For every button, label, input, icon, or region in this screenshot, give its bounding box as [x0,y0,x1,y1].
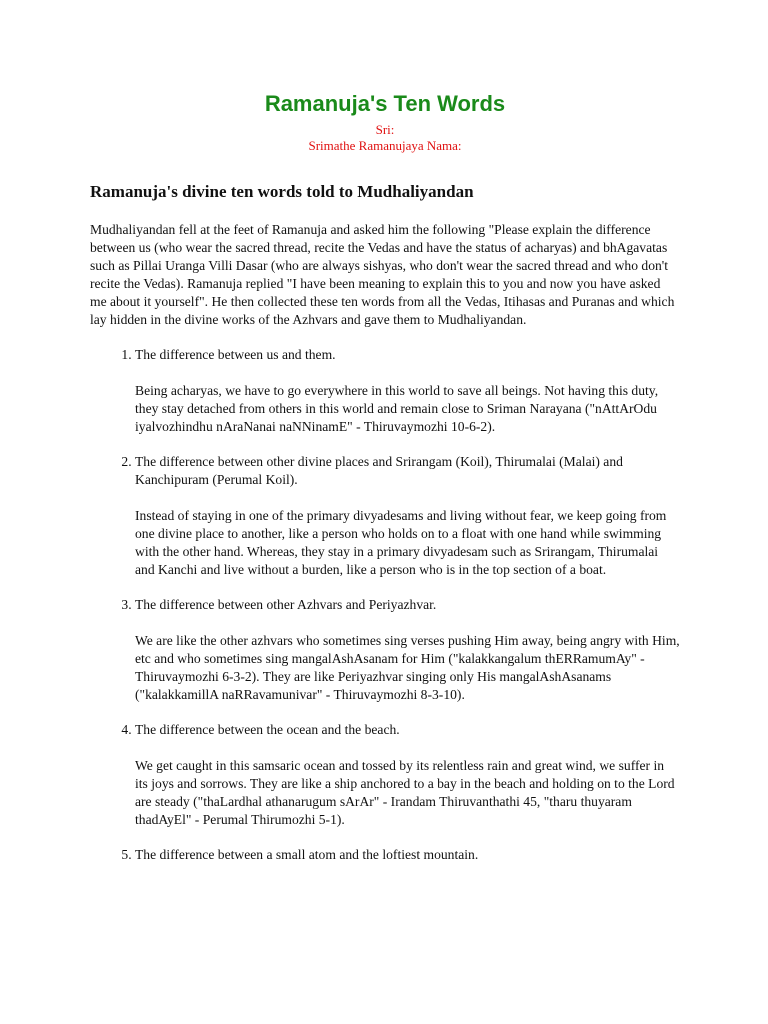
list-item-3 [135,596,680,704]
item-3-body: We are like the other azhvars who sometimes sing verses pushing Him away, being angry with Him, etc and who sometimes sing mangalAshAsanam for Him ("kalakkangalum thERRamumAy" - Thiruvaymozhi 6-3-2). They are like Periyazhvar singing only His mangalAshAsanams ("kalakkamillA naRRavamunivar" - Thiruvaymozhi 8-3-10). [135,633,680,702]
item-2-title: 2. The difference between other divine places and Srirangam (Koil), Thirumalai (Malai) and Kanchipuram (Perumal Koil). [135,454,623,487]
section-heading: Ramanuja's divine ten words told to Mudhaliyandan [90,182,474,201]
salutation-line: Srimathe Ramanujaya Nama: [308,138,462,153]
list-item-5 [135,846,680,864]
document-page [90,90,680,881]
item-1-body: Being acharyas, we have to go everywhere in this world to save all beings. Not having this duty, they stay detached from others in this world and remain close to Sriman Narayana ("nAttArOdu iyalvozhindhu nAraNanai naNNinamE" - Thiruvaymozhi 10-6-2). [135,383,659,434]
item-5-title: 5. The difference between a small atom and the loftiest mountain. [135,847,479,862]
item-4-title: 4. The difference between the ocean and the beach. [135,722,400,737]
sri-line: Sri: [375,122,395,137]
item-1-title: 1. The difference between us and them. [135,347,336,362]
item-2-body: Instead of staying in one of the primary divyadesams and living without fear, we keep going from one divine place to another, like a person who holds on to a float with one hand while swimming with the other hand. Whereas, they stay in a primary divyadesam such as Srirangam, Thirumalai and Kanchi and live without a burden, like a person who is in the top section of a boat. [135,508,667,577]
item-4-body: We get caught in this samsaric ocean and tossed by its relentless rain and great wind, we suffer in its joys and sorrows. They are like a ship anchored to a bay in the beach and holding on to the Lord are steady ("thaLardhal athanarugum sArAr" - Irandam Thiruvanthathi 45, "tharu thuyaram thadAyEl" - Perumal Thirumozhi 5-1). [135,758,675,827]
intro-paragraph: Mudhaliyandan fell at the feet of Ramanuja and asked him the following "Please explain the difference between us (who wear the sacred thread, recite the Vedas and have the status of acharyas) and bhAgavatas such as Pillai Uranga Villi Dasar (who are always sishyas, who don't wear the sacred thread and who don't recite the Vedas). Ramanuja replied "I have been meaning to explain this to you and now you have asked me about it yourself". He then collected these ten words from all the Vedas, Itihasas and Puranas and which lay hidden in the divine works of the Azhvars and gave them to Mudhaliyandan. [90,222,675,327]
list-item-4 [135,721,680,829]
list-item-2 [135,453,680,579]
ten-words-list [90,346,680,864]
item-3-title: 3. The difference between other Azhvars and Periyazhvar. [135,597,437,612]
list-item-1 [135,346,680,436]
page-title: Ramanuja's Ten Words [264,91,506,116]
